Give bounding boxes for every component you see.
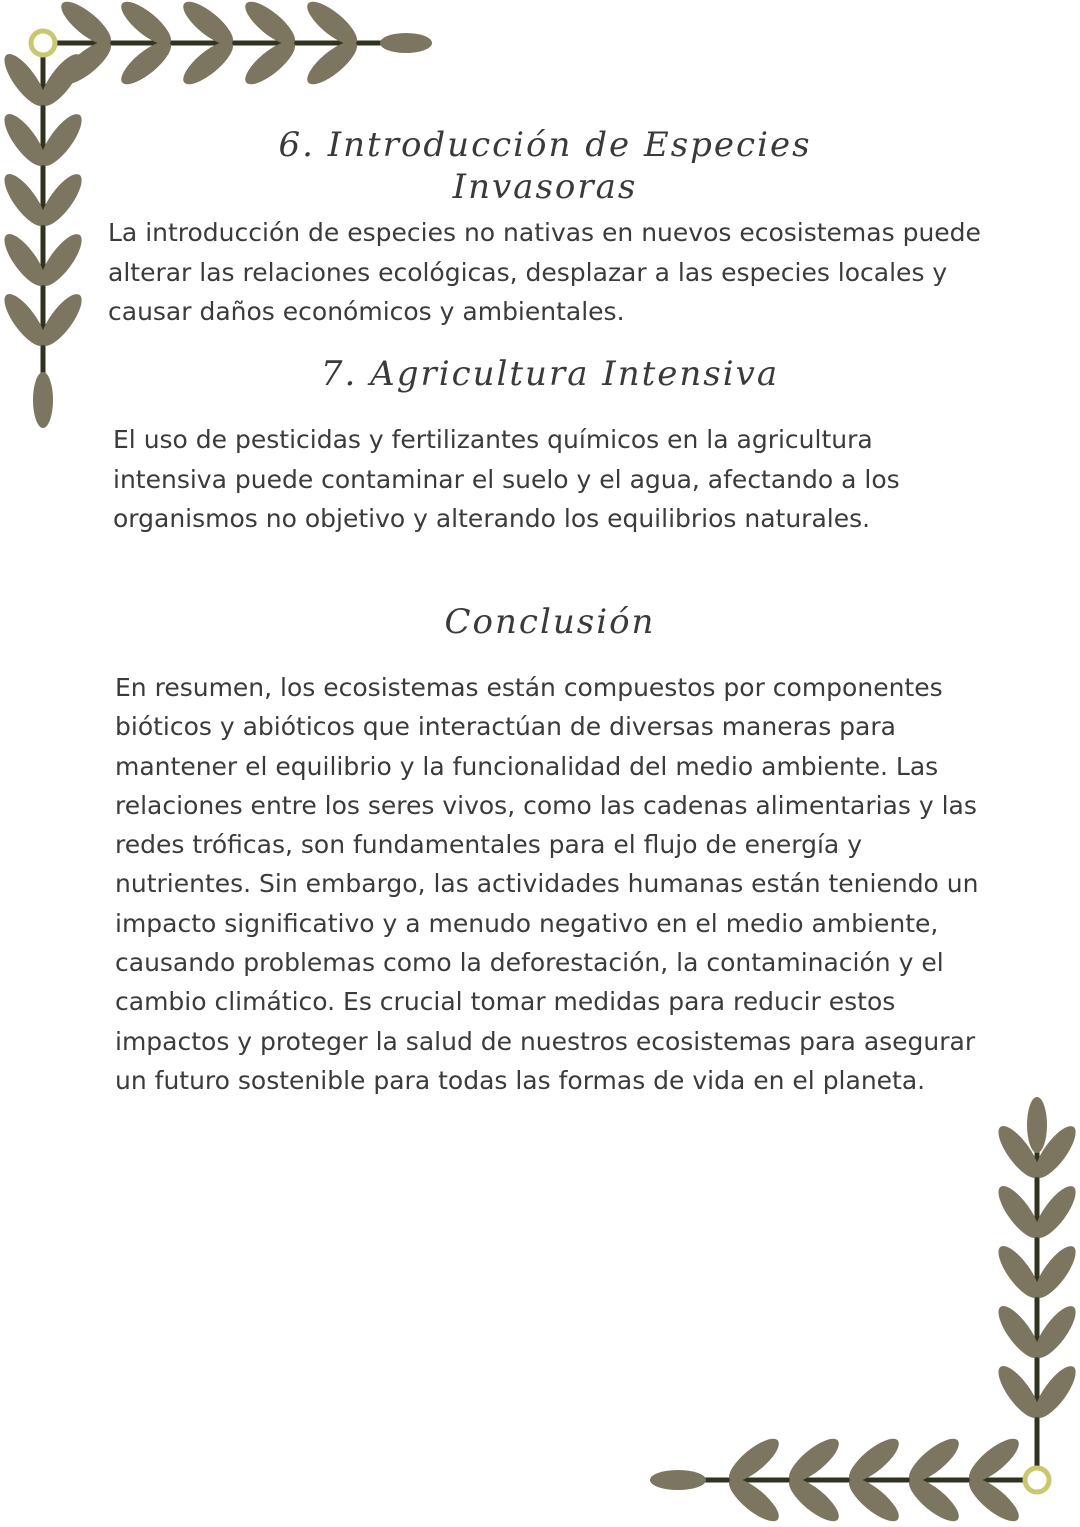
ring-icon (31, 31, 55, 55)
leaf-tip (380, 33, 432, 53)
laurel-bottom-right-icon (640, 1087, 1080, 1527)
section-7-body: El uso de pesticidas y fertilizantes químicos en la agricultura intensiva puede contaminar el suelo y el agua, afectando a los organismos no objetivo y alterando los equilibrios naturales. (113, 425, 900, 533)
ring-icon (1025, 1468, 1049, 1492)
conclusion-body: En resumen, los ecosistemas están compuestos por componentes bióticos y abióticos que interactúan de diversas maneras para mantener el equilibrio y la funcionalidad del medio ambiente. Las relaciones entre los seres vivos, como las cadenas alimentarias y las redes tróficas, son fundamentales para el flujo de energía y nutrientes. Sin embargo, las actividades humanas están teniendo un impacto significativo y a menudo negativo en el medio ambiente, causando problemas como la deforestación, la contaminación y el cambio climático. Es crucial tomar medidas para reducir estos impactos y proteger la salud de nuestros ecosistemas para asegurar un futuro sostenible para todas las formas de vida en el planeta. (115, 673, 979, 1095)
section-7-heading: 7. Agricultura Intensiva (320, 354, 780, 394)
section-6-heading (200, 124, 890, 208)
section-6-heading-line1: 6. Introducción de Especies (278, 125, 812, 165)
section-6-heading-line2: Invasoras (452, 167, 638, 207)
leaf-tip (650, 1470, 706, 1490)
leaf-tip (1027, 1097, 1047, 1153)
conclusion-heading: Conclusión (444, 602, 656, 642)
section-6-body: La introducción de especies no nativas en nuevos ecosistemas puede alterar las relaciones ecológicas, desplazar a las especies locales y causar daños económicos y ambientales. (108, 218, 981, 326)
leaf-tip (33, 372, 53, 428)
